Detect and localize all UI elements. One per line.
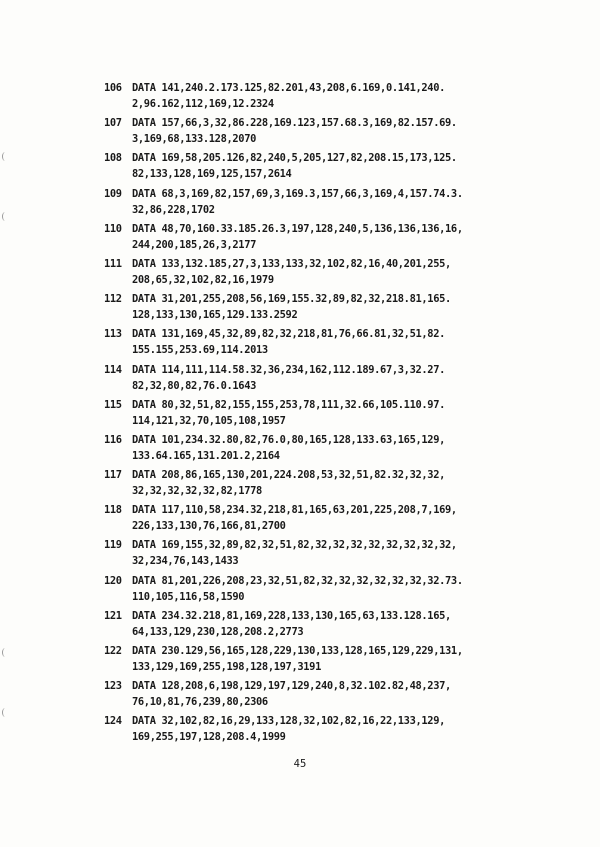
line-content (132, 713, 574, 745)
line-content (132, 608, 574, 640)
data-values: 234.32.218,81,169,228,133,130,165,63,133.128.165, (161, 609, 451, 622)
data-values: 114,111,114.58.32,36,234,162,112.189.67,3,32.27. (161, 363, 446, 376)
data-values-continuation: 226,133,130,76,166,81,2700 (132, 520, 286, 533)
data-values-continuation: 3,169,68,133.128,2070 (132, 133, 257, 146)
data-line (104, 643, 574, 678)
data-line (104, 573, 574, 608)
data-values: 157,66,3,32,86.228,169.123,157.68.3,169,82.157.69. (161, 117, 457, 130)
line-content (132, 186, 574, 218)
line-number: 114 (104, 363, 122, 376)
data-values: 101,234.32.80,82,76.0,80,165,128,133.63,165,129, (161, 433, 446, 446)
data-keyword: DATA (132, 398, 156, 411)
data-values-continuation: 169,255,197,128,208.4,1999 (132, 731, 286, 744)
data-keyword: DATA (132, 363, 156, 376)
line-number: 109 (104, 187, 122, 200)
data-line (104, 326, 574, 361)
data-line (104, 678, 574, 713)
line-number: 108 (104, 152, 122, 165)
line-number: 106 (104, 82, 122, 94)
line-number: 121 (104, 609, 122, 622)
data-values: 31,201,255,208,56,169,155.32,89,82,32,218.81,165. (161, 293, 451, 306)
data-values-continuation: 114,121,32,70,105,108,1957 (132, 414, 286, 427)
data-values-continuation: 32,86,228,1702 (132, 203, 215, 216)
data-keyword: DATA (132, 152, 156, 165)
data-values: 131,169,45,32,89,82,32,218,81,76,66.81,32,51,82. (161, 328, 446, 341)
data-values-continuation: 133.64.165,131.201.2,2164 (132, 449, 280, 462)
data-line (104, 256, 574, 291)
basic-data-listing (104, 80, 574, 749)
line-number: 120 (104, 574, 122, 587)
line-content (132, 537, 574, 569)
data-values: 169,155,32,89,82,32,51,82,32,32,32,32,32,32,32,32, (161, 539, 457, 552)
data-values: 133,132.185,27,3,133,133,32,102,82,16,40,201,255, (161, 257, 451, 270)
data-line (104, 362, 574, 397)
data-keyword: DATA (132, 574, 156, 587)
data-line (104, 502, 574, 537)
data-values: 80,32,51,82,155,155,253,78,111,32.66,105.110.97. (161, 398, 446, 411)
data-values-continuation: 2,96.162,112,169,12.2324 (132, 98, 274, 110)
data-line (104, 291, 574, 326)
line-content (132, 678, 574, 710)
data-keyword: DATA (132, 293, 156, 306)
data-values-continuation: 110,105,116,58,1590 (132, 590, 245, 603)
data-keyword: DATA (132, 257, 156, 270)
line-number: 124 (104, 715, 122, 728)
data-values-continuation: 133,129,169,255,198,128,197,3191 (132, 661, 321, 673)
line-number: 122 (104, 645, 122, 657)
data-keyword: DATA (132, 82, 156, 94)
data-values-continuation: 64,133,129,230,128,208.2,2773 (132, 625, 304, 638)
data-values: 68,3,169,82,157,69,3,169.3,157,66,3,169,4,157.74.3. (161, 187, 463, 200)
data-keyword: DATA (132, 504, 156, 517)
data-keyword: DATA (132, 222, 156, 235)
binder-hole-mark (2, 648, 8, 657)
data-keyword: DATA (132, 715, 156, 728)
data-values-continuation: 244,200,185,26,3,2177 (132, 238, 257, 251)
data-values: 208,86,165,130,201,224.208,53,32,51,82.32,32,32, (161, 469, 446, 482)
data-values: 32,102,82,16,29,133,128,32,102,82,16,22,133,129, (161, 715, 446, 728)
data-values: 230.129,56,165,128,229,130,133,128,165,129,229,131, (161, 645, 463, 657)
data-values: 141,240.2.173.125,82.201,43,208,6.169,0.141,240. (161, 82, 446, 94)
data-values: 117,110,58,234.32,218,81,165,63,201,225,208,7,169, (161, 504, 457, 517)
data-values-continuation: 82,133,128,169,125,157,2614 (132, 168, 292, 181)
line-content (132, 362, 574, 394)
data-line (104, 608, 574, 643)
line-content (132, 221, 574, 253)
data-keyword: DATA (132, 328, 156, 341)
data-values-continuation: 128,133,130,165,129.133.2592 (132, 309, 298, 322)
data-line (104, 221, 574, 256)
data-keyword: DATA (132, 117, 156, 130)
binder-hole-mark (2, 708, 8, 717)
data-values-continuation: 208,65,32,102,82,16,1979 (132, 273, 274, 286)
data-keyword: DATA (132, 609, 156, 622)
line-content (132, 467, 574, 499)
line-number: 110 (104, 222, 122, 235)
line-number: 123 (104, 680, 122, 693)
line-number: 107 (104, 117, 122, 130)
data-keyword: DATA (132, 645, 156, 657)
line-content (132, 150, 574, 182)
data-values: 48,70,160.33.185.26.3,197,128,240,5,136,136,136,16, (161, 222, 463, 235)
line-number: 119 (104, 539, 122, 552)
data-keyword: DATA (132, 539, 156, 552)
line-content (132, 643, 574, 675)
data-line (104, 537, 574, 572)
line-content (132, 291, 574, 323)
line-number: 113 (104, 328, 122, 341)
data-keyword: DATA (132, 433, 156, 446)
data-keyword: DATA (132, 469, 156, 482)
binder-hole-mark (2, 152, 8, 161)
line-number: 118 (104, 504, 122, 517)
binder-hole-mark (2, 212, 8, 221)
data-values: 81,201,226,208,23,32,51,82,32,32,32,32,32,32,32.73. (161, 574, 463, 587)
line-content (132, 573, 574, 605)
data-values-continuation: 82,32,80,82,76.0.1643 (132, 379, 257, 392)
data-values-continuation: 155.155,253.69,114.2013 (132, 344, 268, 357)
data-line (104, 150, 574, 185)
line-content (132, 80, 574, 112)
data-line (104, 397, 574, 432)
line-content (132, 256, 574, 288)
data-line (104, 80, 574, 115)
line-number: 116 (104, 433, 122, 446)
line-content (132, 502, 574, 534)
data-line (104, 713, 574, 748)
data-keyword: DATA (132, 680, 156, 693)
line-content (132, 432, 574, 464)
line-number: 115 (104, 398, 122, 411)
data-line (104, 432, 574, 467)
data-values: 128,208,6,198,129,197,129,240,8,32.102.82,48,237, (161, 680, 451, 693)
data-values: 169,58,205.126,82,240,5,205,127,82,208.15,173,125. (161, 152, 457, 165)
line-content (132, 115, 574, 147)
data-values-continuation: 32,234,76,143,1433 (132, 555, 239, 568)
data-line (104, 186, 574, 221)
data-keyword: DATA (132, 187, 156, 200)
line-number: 112 (104, 293, 122, 306)
line-number: 111 (104, 257, 122, 270)
line-number: 117 (104, 469, 122, 482)
page-number: 45 (293, 758, 307, 770)
data-line (104, 467, 574, 502)
data-values-continuation: 32,32,32,32,32,82,1778 (132, 485, 262, 498)
data-values-continuation: 76,10,81,76,239,80,2306 (132, 696, 268, 709)
line-content (132, 397, 574, 429)
line-content (132, 326, 574, 358)
data-line (104, 115, 574, 150)
